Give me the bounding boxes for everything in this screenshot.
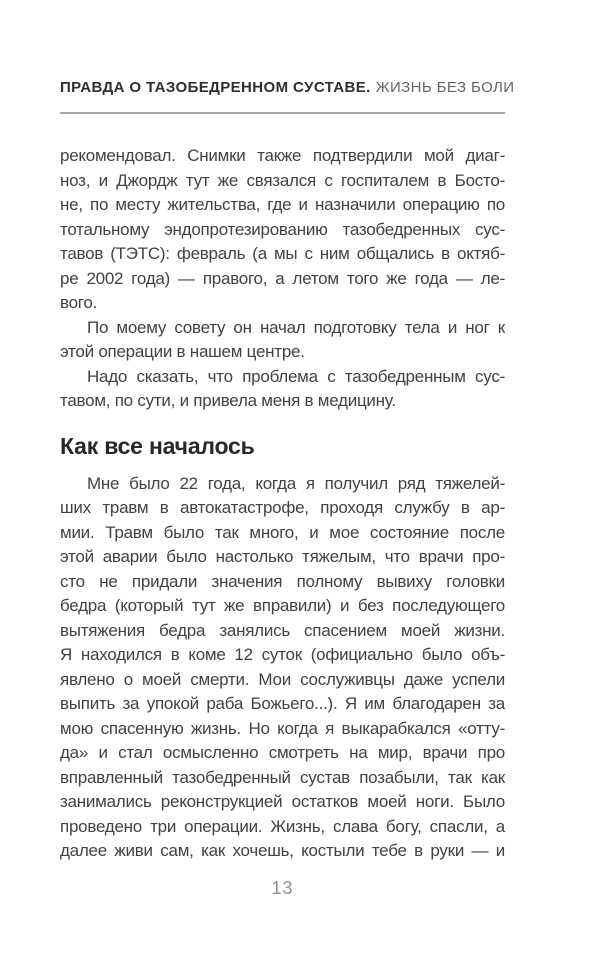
text-line: выпить за упокой раба Божьего...). Я им благодарен за xyxy=(60,694,505,713)
page-number: 13 xyxy=(271,877,294,898)
text-line: да» и стал осмысленно смотреть на мир, врачи про xyxy=(60,743,505,762)
body-text-section xyxy=(60,472,505,864)
text-line: не, по месту жительства, где и назначили операцию по xyxy=(60,195,505,214)
paragraph xyxy=(60,472,505,864)
text-line: проведено три операции. Жизнь, слава богу, спасли, а xyxy=(60,816,505,836)
text-line: этой аварии было настолько тяжелым, что врачи про- xyxy=(60,547,505,566)
text-line: Надо сказать, что проблема с тазобедренным сус- xyxy=(87,366,505,386)
paragraph xyxy=(60,365,505,414)
body-text-top xyxy=(60,144,505,414)
page-content xyxy=(60,0,515,899)
book-title: ПРАВДА О ТАЗОБЕДРЕННОМ СУСТАВЕ. xyxy=(60,79,371,96)
running-header xyxy=(60,79,515,96)
text-line: тавом, по сути, и привела меня в медицину. xyxy=(60,391,396,410)
text-line: этой операции в нашем центре. xyxy=(60,342,305,361)
text-line: вытяжения бедра занялись спасением моей жизни. xyxy=(60,620,505,640)
text-line: По моему совету он начал подготовку тела и ног к xyxy=(87,317,505,337)
header-rule xyxy=(60,112,505,114)
book-subtitle: ЖИЗНЬ БЕЗ БОЛИ xyxy=(375,79,515,96)
text-line: далее живи сам, как хочешь, костыли тебе в руки — и xyxy=(60,841,505,860)
paragraph xyxy=(60,316,505,365)
text-line: ре 2002 года) — правого, а летом того же года — ле- xyxy=(60,268,505,288)
text-line: занимались реконструкцией остатков моей ноги. Было xyxy=(60,792,505,811)
text-line: мою спасенную жизнь. Но когда я выкарабкался «отту- xyxy=(60,718,505,738)
text-line: тавов (ТЭТС): февраль (а мы с ним общались в октяб- xyxy=(60,244,505,263)
text-line: тотальному эндопротезированию тазобедренных сус- xyxy=(60,219,505,239)
text-line: бедра (который тут же вправили) и без последующего xyxy=(60,596,505,615)
text-line: вправленный тазобедренный сустав позабыли, так как xyxy=(60,767,505,787)
text-line: рекомендовал. Снимки также подтвердили мой диаг- xyxy=(60,146,505,165)
text-line: Мне было 22 года, когда я получил ряд тяжелей- xyxy=(87,473,505,493)
text-line: вого. xyxy=(60,293,98,312)
text-line: ноз, и Джордж тут же связался с госпиталем в Босто- xyxy=(60,170,505,190)
text-line: мии. Травм было так много, и мое состояние после xyxy=(60,522,505,542)
text-line: сто не придали значения полному вывиху головки xyxy=(60,571,505,591)
section-heading: Как все началось xyxy=(60,432,255,459)
text-line: ших травм в автокатастрофе, проходя службу в ар- xyxy=(60,498,505,517)
paragraph xyxy=(60,144,505,316)
text-line: Я находился в коме 12 суток (официально было объ- xyxy=(60,645,505,664)
text-line: явлено о моей смерти. Мои сослуживцы даже успели xyxy=(60,669,505,689)
